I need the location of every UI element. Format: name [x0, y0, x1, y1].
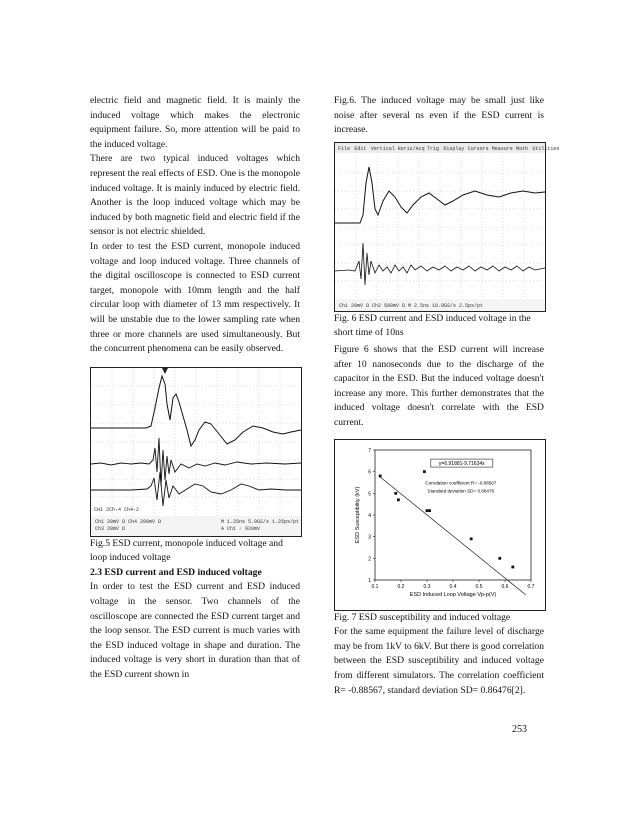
x-tick-label: 0.2: [397, 583, 405, 590]
fig6-menu-item: Horiz/Acq: [397, 145, 425, 152]
section-heading: 2.3 ESD current and ESD induced voltage: [90, 566, 262, 578]
x-tick-label: 0.1: [371, 583, 379, 590]
fig6-caption: Fig. 6 ESD current and ESD induced voltage in the short time of 10ns: [334, 312, 531, 339]
fig5-caption: Fig.5 ESD current, monopole induced voltage and loop induced voltage: [90, 537, 283, 564]
plot-frame: [375, 450, 531, 580]
data-point: [511, 565, 514, 568]
fig6-menu-item: Display: [443, 145, 465, 152]
fig6-menu-item: Utilities: [532, 145, 560, 152]
right-column: [334, 94, 560, 698]
left-paragraph-1: electric field and magnetic field. It is mainly the induced voltage which makes the electronic equipment failure. So, more attention will be paid to the induced voltage.: [90, 95, 300, 150]
fig5-status-line1: Ch1 20mV Ω Ch4 200mV Ω: [95, 518, 162, 525]
fig6-menu-item: Edit: [354, 145, 367, 152]
right-paragraph-3: For the same equipment the failure level of discharge may be from 1kV to 6kV. But there is good correlation between the ESD susceptibility and induced voltage from different simulators. The correlation coefficient R= -0.88567, standard deviation SD= 0.86476[2].: [334, 626, 544, 696]
trigger-marker-icon: [162, 368, 168, 374]
svg-text:CH1 2Ch-4 Ch4-2: CH1 2Ch-4 Ch4-2: [94, 506, 140, 513]
fig5-waveform-plot: [91, 368, 301, 536]
x-tick-label: 0.3: [423, 583, 431, 590]
fig6-menu-item: Measure: [491, 145, 513, 152]
chart-annotation: Standard deviation SD= 0.86476: [427, 488, 495, 494]
fig7-scatter-plot: [335, 440, 545, 610]
fig6-menu-item: Trig: [427, 145, 440, 152]
page-number: 253: [512, 724, 527, 735]
fig6-menu-item: Cursors: [467, 145, 489, 152]
right-paragraph-2: Figure 6 shows that the ESD current will increase after 10 nanoseconds due to the discharge of the capacitor in the ESD. But the induced voltage doesn't increase any more. This further demonstrates that the induced voltage doesn't correlate with the ESD current.: [334, 343, 544, 428]
fig6-menu-item: File: [338, 145, 351, 152]
data-point: [470, 537, 473, 540]
chart-annotation: Correlation coefficient R= -0.88567: [425, 480, 497, 486]
data-point: [379, 474, 382, 477]
right-paragraph-1: Fig.6. The induced voltage may be small just like noise after several ns even if the ESD current is increase.: [334, 95, 544, 136]
fig6-menu-item: Math: [516, 145, 529, 152]
x-axis-label: ESD Induced Loop Voltage Vp-p(V): [409, 591, 497, 598]
y-tick-label: 2: [368, 555, 371, 562]
fig7-caption: Fig. 7 ESD susceptibility and induced voltage: [334, 611, 511, 623]
left-column: [90, 94, 300, 683]
data-point: [426, 509, 429, 512]
y-tick-label: 4: [368, 512, 371, 519]
y-tick-label: 3: [368, 534, 371, 541]
x-tick-label: 0.5: [475, 583, 483, 590]
fit-line: [380, 477, 526, 595]
fig5-oscilloscope-image: [90, 367, 302, 537]
fig6-menu-item: Vertical: [370, 145, 395, 152]
y-tick-label: 6: [368, 469, 371, 476]
fig7-chart: [334, 439, 546, 611]
x-tick-label: 0.7: [527, 583, 535, 590]
fit-equation-label: y=6.91881-9.71634x: [438, 460, 485, 467]
data-point: [428, 509, 431, 512]
data-point: [498, 556, 501, 559]
fig6-waveform-plot: [335, 143, 560, 311]
fig6-oscilloscope-image: [334, 142, 560, 312]
x-tick-label: 0.6: [501, 583, 509, 590]
left-paragraph-2: There are two typical induced voltages which represent the real effects of ESD. One is the monopole induced voltage. It is mainly induced by electric field. Another is the loop induced voltage which may be induced by both magnetic field and electric field if the sensor is not electric shielded.: [90, 153, 300, 238]
left-paragraph-4: In order to test the ESD current and ESD induced voltage in the sensor. Two channels of the oscilloscope are connected the ESD current target and the loop sensor. The ESD current is much varies with the ESD induced voltage in shape and duration. The induced voltage is very short in duration than that of the ESD current shown in: [90, 581, 300, 681]
data-point: [397, 498, 400, 501]
fig5-status-line2: Ch3 20mV Ω: [95, 525, 126, 532]
fig5-status-line4: A Ch1 ∕ 920mV: [221, 525, 261, 532]
fig5-status-line3: M 1.25ns 5.0GS/s 1.25ps/pt: [221, 518, 300, 525]
left-paragraph-3: In order to test the ESD current, monopole induced voltage and loop induced voltage. Three channels of the digital oscilloscope is connected to ESD current target, monopole with 10mm length and the half circular loop with diameter of 13 mm respectively. It will be unstable due to the lower sampling rate when three or more channels are used simultaneously. But the concurrent phenomena can be easily observed.: [90, 240, 300, 355]
y-tick-label: 7: [368, 447, 371, 454]
x-tick-label: 0.4: [449, 583, 457, 590]
data-point: [394, 491, 397, 494]
data-point: [423, 470, 426, 473]
y-tick-label: 1: [368, 577, 371, 584]
y-tick-label: 5: [368, 490, 371, 497]
fig6-status-line: Ch1 20mV Ω Ch2 500mV Ω M 2.5ns 10.0GS/s 2.5ps/pt: [339, 302, 484, 309]
y-axis-label: ESD Susceptibility (kV): [355, 486, 361, 543]
